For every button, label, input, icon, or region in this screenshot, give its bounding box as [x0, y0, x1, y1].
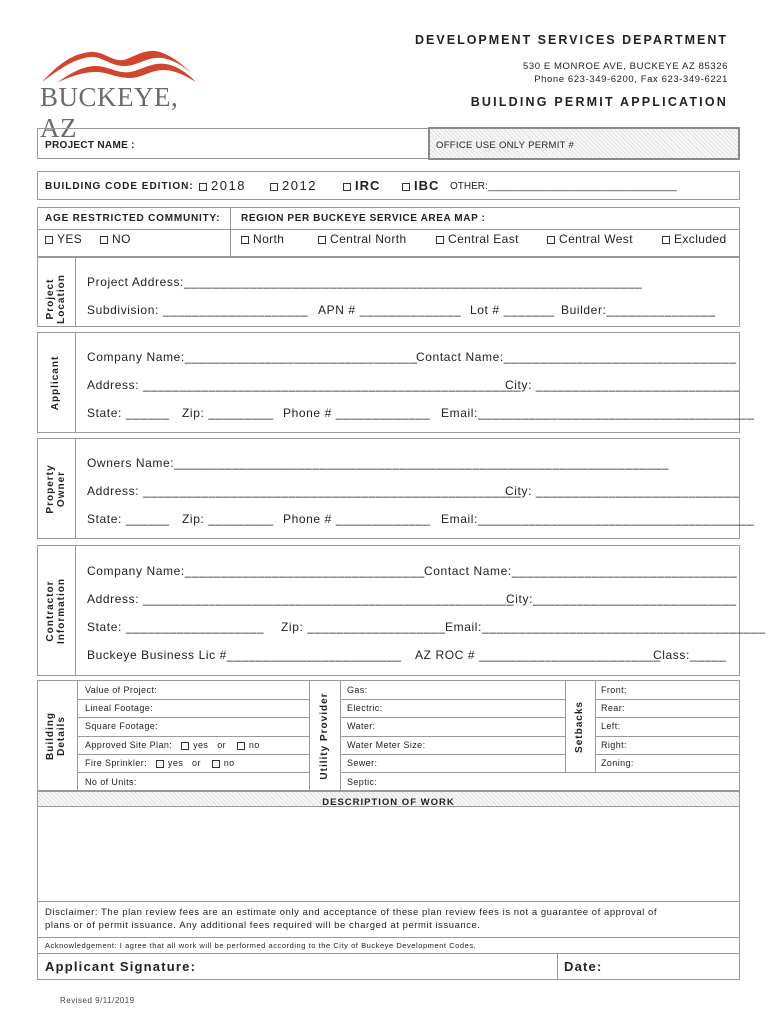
lineal-footage-field[interactable]: Lineal Footage: — [85, 703, 154, 713]
owner-city-field[interactable]: City: ____________________________ — [505, 484, 740, 498]
contractor-zip-field[interactable]: Zip: ___________________ — [281, 620, 446, 634]
region-central-east-option[interactable]: Central East — [436, 232, 519, 246]
code-ibc-option[interactable]: IBC — [402, 178, 439, 193]
age-region-row — [37, 207, 740, 257]
signature-label: Applicant Signature: — [45, 959, 197, 974]
checkbox-icon[interactable] — [241, 236, 249, 244]
code-2018-option[interactable]: 2018 — [199, 178, 246, 193]
square-footage-field[interactable]: Square Footage: — [85, 721, 159, 731]
site-plan-field[interactable]: Approved Site Plan: yes or no — [85, 740, 260, 750]
applicant-company-field[interactable]: Company Name:________________________________ — [87, 350, 418, 364]
contractor-contact-field[interactable]: Contact Name:_______________________________ — [424, 564, 738, 578]
apn-field[interactable]: APN # ______________ — [318, 303, 462, 317]
applicant-section — [37, 332, 755, 433]
code-other-field[interactable]: OTHER:__________________________________ — [450, 181, 677, 192]
gas-field[interactable]: Gas: — [347, 685, 368, 695]
contractor-section — [37, 545, 766, 676]
project-location-heading: Project Location — [45, 274, 67, 324]
description-header — [37, 791, 740, 807]
checkbox-icon[interactable] — [343, 183, 351, 191]
building-details-section — [37, 680, 740, 791]
project-address-field[interactable]: Project Address:_______________________________________________________________ — [87, 275, 643, 289]
applicant-heading: Applicant — [50, 355, 61, 411]
lot-field[interactable]: Lot # _______ — [470, 303, 555, 317]
class-field[interactable]: Class:_____ — [653, 648, 727, 662]
revised-date: Revised 9/11/2019 — [60, 996, 135, 1005]
fire-sprinkler-field[interactable]: Fire Sprinkler: yes or no — [85, 758, 235, 768]
form-title: BUILDING PERMIT APPLICATION — [470, 95, 728, 109]
property-owner-heading: Property Owner — [45, 464, 67, 514]
project-location-section — [37, 257, 740, 327]
project-name-label: PROJECT NAME : — [45, 140, 135, 151]
mountain-logo-icon — [38, 42, 203, 84]
owner-name-field[interactable]: Owners Name:____________________________________________________________________ — [87, 456, 669, 470]
checkbox-icon[interactable] — [402, 183, 410, 191]
front-setback-field[interactable]: Front: — [601, 685, 627, 695]
water-meter-field[interactable]: Water Meter Size: — [347, 740, 426, 750]
acknowledgement-text: Acknowledgement: I agree that all work will be performed according to the City of Buckeye Development Codes. — [45, 941, 477, 950]
checkbox-icon[interactable] — [100, 236, 108, 244]
office-use-box[interactable] — [428, 127, 740, 160]
dept-phone: Phone 623-349-6200, Fax 623-349-6221 — [534, 74, 728, 85]
date-box[interactable] — [557, 953, 740, 980]
region-central-north-option[interactable]: Central North — [318, 232, 407, 246]
office-use-label: OFFICE USE ONLY PERMIT # — [436, 140, 575, 151]
business-lic-field[interactable]: Buckeye Business Lic #________________________ — [87, 648, 402, 662]
description-textarea[interactable] — [37, 806, 740, 902]
subdivision-field[interactable]: Subdivision: ____________________ — [87, 303, 309, 317]
region-excluded-option[interactable]: Excluded — [662, 232, 727, 246]
applicant-contact-field[interactable]: Contact Name:________________________________ — [416, 350, 737, 364]
checkbox-icon[interactable] — [45, 236, 53, 244]
checkbox-icon[interactable] — [212, 760, 220, 768]
code-edition-row — [37, 171, 740, 200]
dept-address: 530 E MONROE AVE, BUCKEYE AZ 85326 — [522, 61, 728, 72]
applicant-city-field[interactable]: City: ____________________________ — [505, 378, 740, 392]
checkbox-icon[interactable] — [436, 236, 444, 244]
checkbox-icon[interactable] — [318, 236, 326, 244]
rear-setback-field[interactable]: Rear: — [601, 703, 626, 713]
contractor-email-field[interactable]: Email:_______________________________________ — [445, 620, 766, 634]
property-owner-section — [37, 438, 755, 539]
region-label: REGION PER BUCKEYE SERVICE AREA MAP : — [241, 213, 486, 224]
contractor-heading: Contractor Information — [45, 578, 67, 644]
roc-field[interactable]: AZ ROC # _________________________ — [415, 648, 661, 662]
code-2012-option[interactable]: 2012 — [270, 178, 317, 193]
age-label: AGE RESTRICTED COMMUNITY: — [45, 213, 221, 224]
setbacks-heading: Setbacks — [574, 701, 585, 753]
region-north-option[interactable]: North — [241, 232, 284, 246]
contractor-city-field[interactable]: City:____________________________ — [506, 592, 737, 606]
region-central-west-option[interactable]: Central West — [547, 232, 633, 246]
zoning-field[interactable]: Zoning: — [601, 758, 634, 768]
checkbox-icon[interactable] — [270, 183, 278, 191]
age-yes-option[interactable]: YES — [45, 232, 82, 246]
applicant-address-field[interactable]: Address: ____________________________________________________ — [87, 378, 522, 392]
septic-field[interactable]: Septic: — [347, 777, 378, 787]
checkbox-icon[interactable] — [181, 742, 189, 750]
contractor-state-field[interactable]: State: ___________________ — [87, 620, 265, 634]
date-label: Date: — [564, 959, 603, 974]
checkbox-icon[interactable] — [199, 183, 207, 191]
applicant-state-field[interactable]: State: ______ — [87, 406, 170, 420]
code-edition-label: BUILDING CODE EDITION: — [45, 181, 194, 192]
owner-address-field[interactable]: Address: ____________________________________________________ — [87, 484, 522, 498]
water-field[interactable]: Water: — [347, 721, 376, 731]
building-details-heading: Building Details — [45, 712, 67, 760]
logo-text: BUCKEYE, AZ — [40, 82, 179, 143]
description-title: DESCRIPTION OF WORK — [322, 797, 455, 808]
applicant-email-field[interactable]: Email:______________________________________ — [441, 406, 755, 420]
code-irc-option[interactable]: IRC — [343, 178, 380, 193]
disclaimer-line-1: Disclaimer: The plan review fees are an estimate only and acceptance of these plan review fees is not a guarantee of approval of — [45, 907, 658, 918]
contractor-company-field[interactable]: Company Name:_________________________________ — [87, 564, 425, 578]
disclaimer-box — [37, 901, 740, 938]
utility-provider-heading: Utility Provider — [319, 692, 330, 780]
signature-box[interactable] — [37, 953, 558, 980]
age-no-option[interactable]: NO — [100, 232, 131, 246]
checkbox-icon[interactable] — [547, 236, 555, 244]
logo — [38, 42, 213, 143]
value-of-project-field[interactable]: Value of Project: — [85, 685, 158, 695]
left-setback-field[interactable]: Left: — [601, 721, 621, 731]
dept-title: DEVELOPMENT SERVICES DEPARTMENT — [415, 33, 728, 47]
contractor-address-field[interactable]: Address: ___________________________________________________ — [87, 592, 515, 606]
applicant-phone-field[interactable]: Phone # _____________ — [283, 406, 431, 420]
sewer-field[interactable]: Sewer: — [347, 758, 378, 768]
project-name-row — [37, 128, 431, 159]
builder-field[interactable]: Builder:_______________ — [561, 303, 716, 317]
owner-state-field[interactable]: State: ______ — [87, 512, 170, 526]
electric-field[interactable]: Electric: — [347, 703, 383, 713]
units-field[interactable]: No of Units: — [85, 777, 137, 787]
acknowledgement-box — [37, 937, 740, 954]
right-setback-field[interactable]: Right: — [601, 740, 627, 750]
checkbox-icon[interactable] — [156, 760, 164, 768]
disclaimer-line-2: plans or of permit issuance. Any additional fees required will be charged at permit issuance. — [45, 920, 481, 931]
checkbox-icon[interactable] — [662, 236, 670, 244]
owner-zip-field[interactable]: Zip: _________ — [182, 512, 274, 526]
owner-phone-field[interactable]: Phone # _____________ — [283, 512, 431, 526]
checkbox-icon[interactable] — [237, 742, 245, 750]
applicant-zip-field[interactable]: Zip: _________ — [182, 406, 274, 420]
owner-email-field[interactable]: Email:______________________________________ — [441, 512, 755, 526]
